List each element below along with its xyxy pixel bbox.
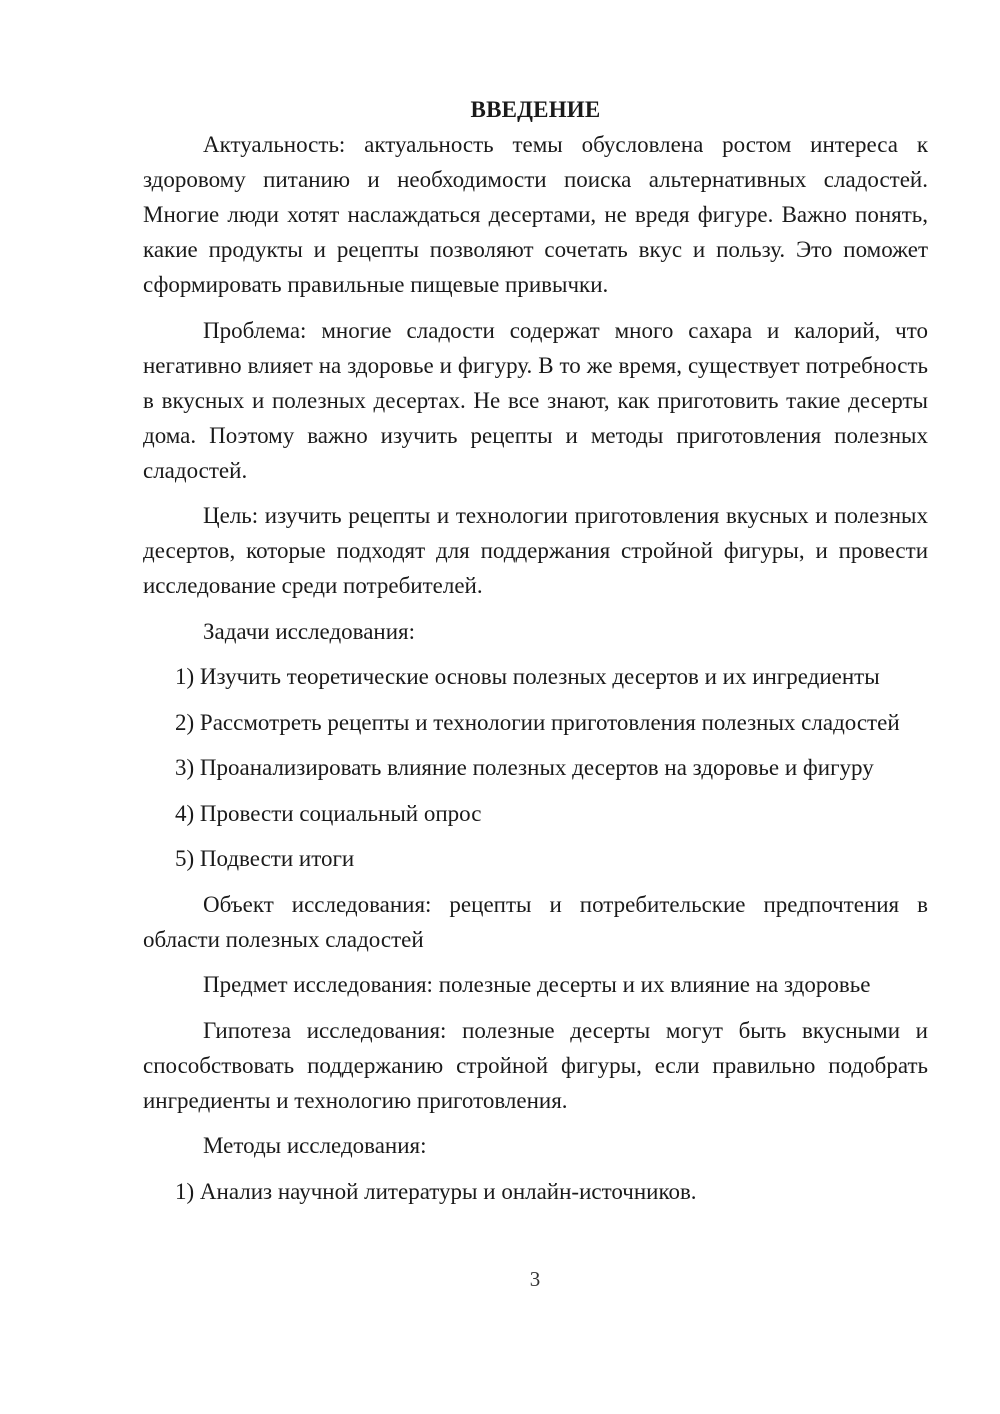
relevance-paragraph: Актуальность: актуальность темы обусловлена ростом интереса к здоровому питанию и необходимости поиска альтернативных сладостей. Многие люди хотят наслаждаться десертами, не вредя фигуре. Важно понять, какие продукты и рецепты позволяют сочетать вкус и пользу. Это поможет сформировать правильные пищевые привычки. (143, 132, 928, 297)
methods-heading: Методы исследования: (203, 1133, 427, 1158)
task-item: 1) Изучить теоретические основы полезных десертов и их ингредиенты (175, 664, 880, 689)
document-page (143, 92, 928, 1209)
page-number: 3 (529, 1267, 541, 1291)
subject-paragraph: Предмет исследования: полезные десерты и их влияние на здоровье (203, 972, 871, 997)
task-item: 4) Провести социальный опрос (175, 800, 482, 826)
problem-paragraph: Проблема: многие сладости содержат много сахара и калорий, что негативно влияет на здоровье и фигуру. В то же время, существует потребность в вкусных и полезных десертах. Не все знают, как приготовить такие десерты дома. Поэтому важно изучить рецепты и методы приготовления полезных сладостей. (143, 317, 928, 483)
task-item: 5) Подвести итоги (175, 846, 355, 871)
task-item: 2) Рассмотреть рецепты и технологии приготовления полезных сладостей (175, 709, 900, 735)
goal-paragraph: Цель: изучить рецепты и технологии приготовления вкусных и полезных десертов, которые подходят для поддержания стройной фигуры, и провести исследование среди потребителей. (143, 503, 928, 598)
task-item: 3) Проанализировать влияние полезных десертов на здоровье и фигуру (175, 755, 874, 780)
object-paragraph: Объект исследования: рецепты и потребительские предпочтения в области полезных сладостей (143, 891, 928, 952)
section-title: ВВЕДЕНИЕ (470, 97, 601, 122)
tasks-heading: Задачи исследования: (203, 618, 416, 644)
method-item: 1) Анализ научной литературы и онлайн-источников. (175, 1178, 697, 1204)
hypothesis-paragraph: Гипотеза исследования: полезные десерты могут быть вкусными и способствовать поддержанию стройной фигуры, если правильно подобрать ингредиенты и технологию приготовления. (143, 1017, 928, 1113)
